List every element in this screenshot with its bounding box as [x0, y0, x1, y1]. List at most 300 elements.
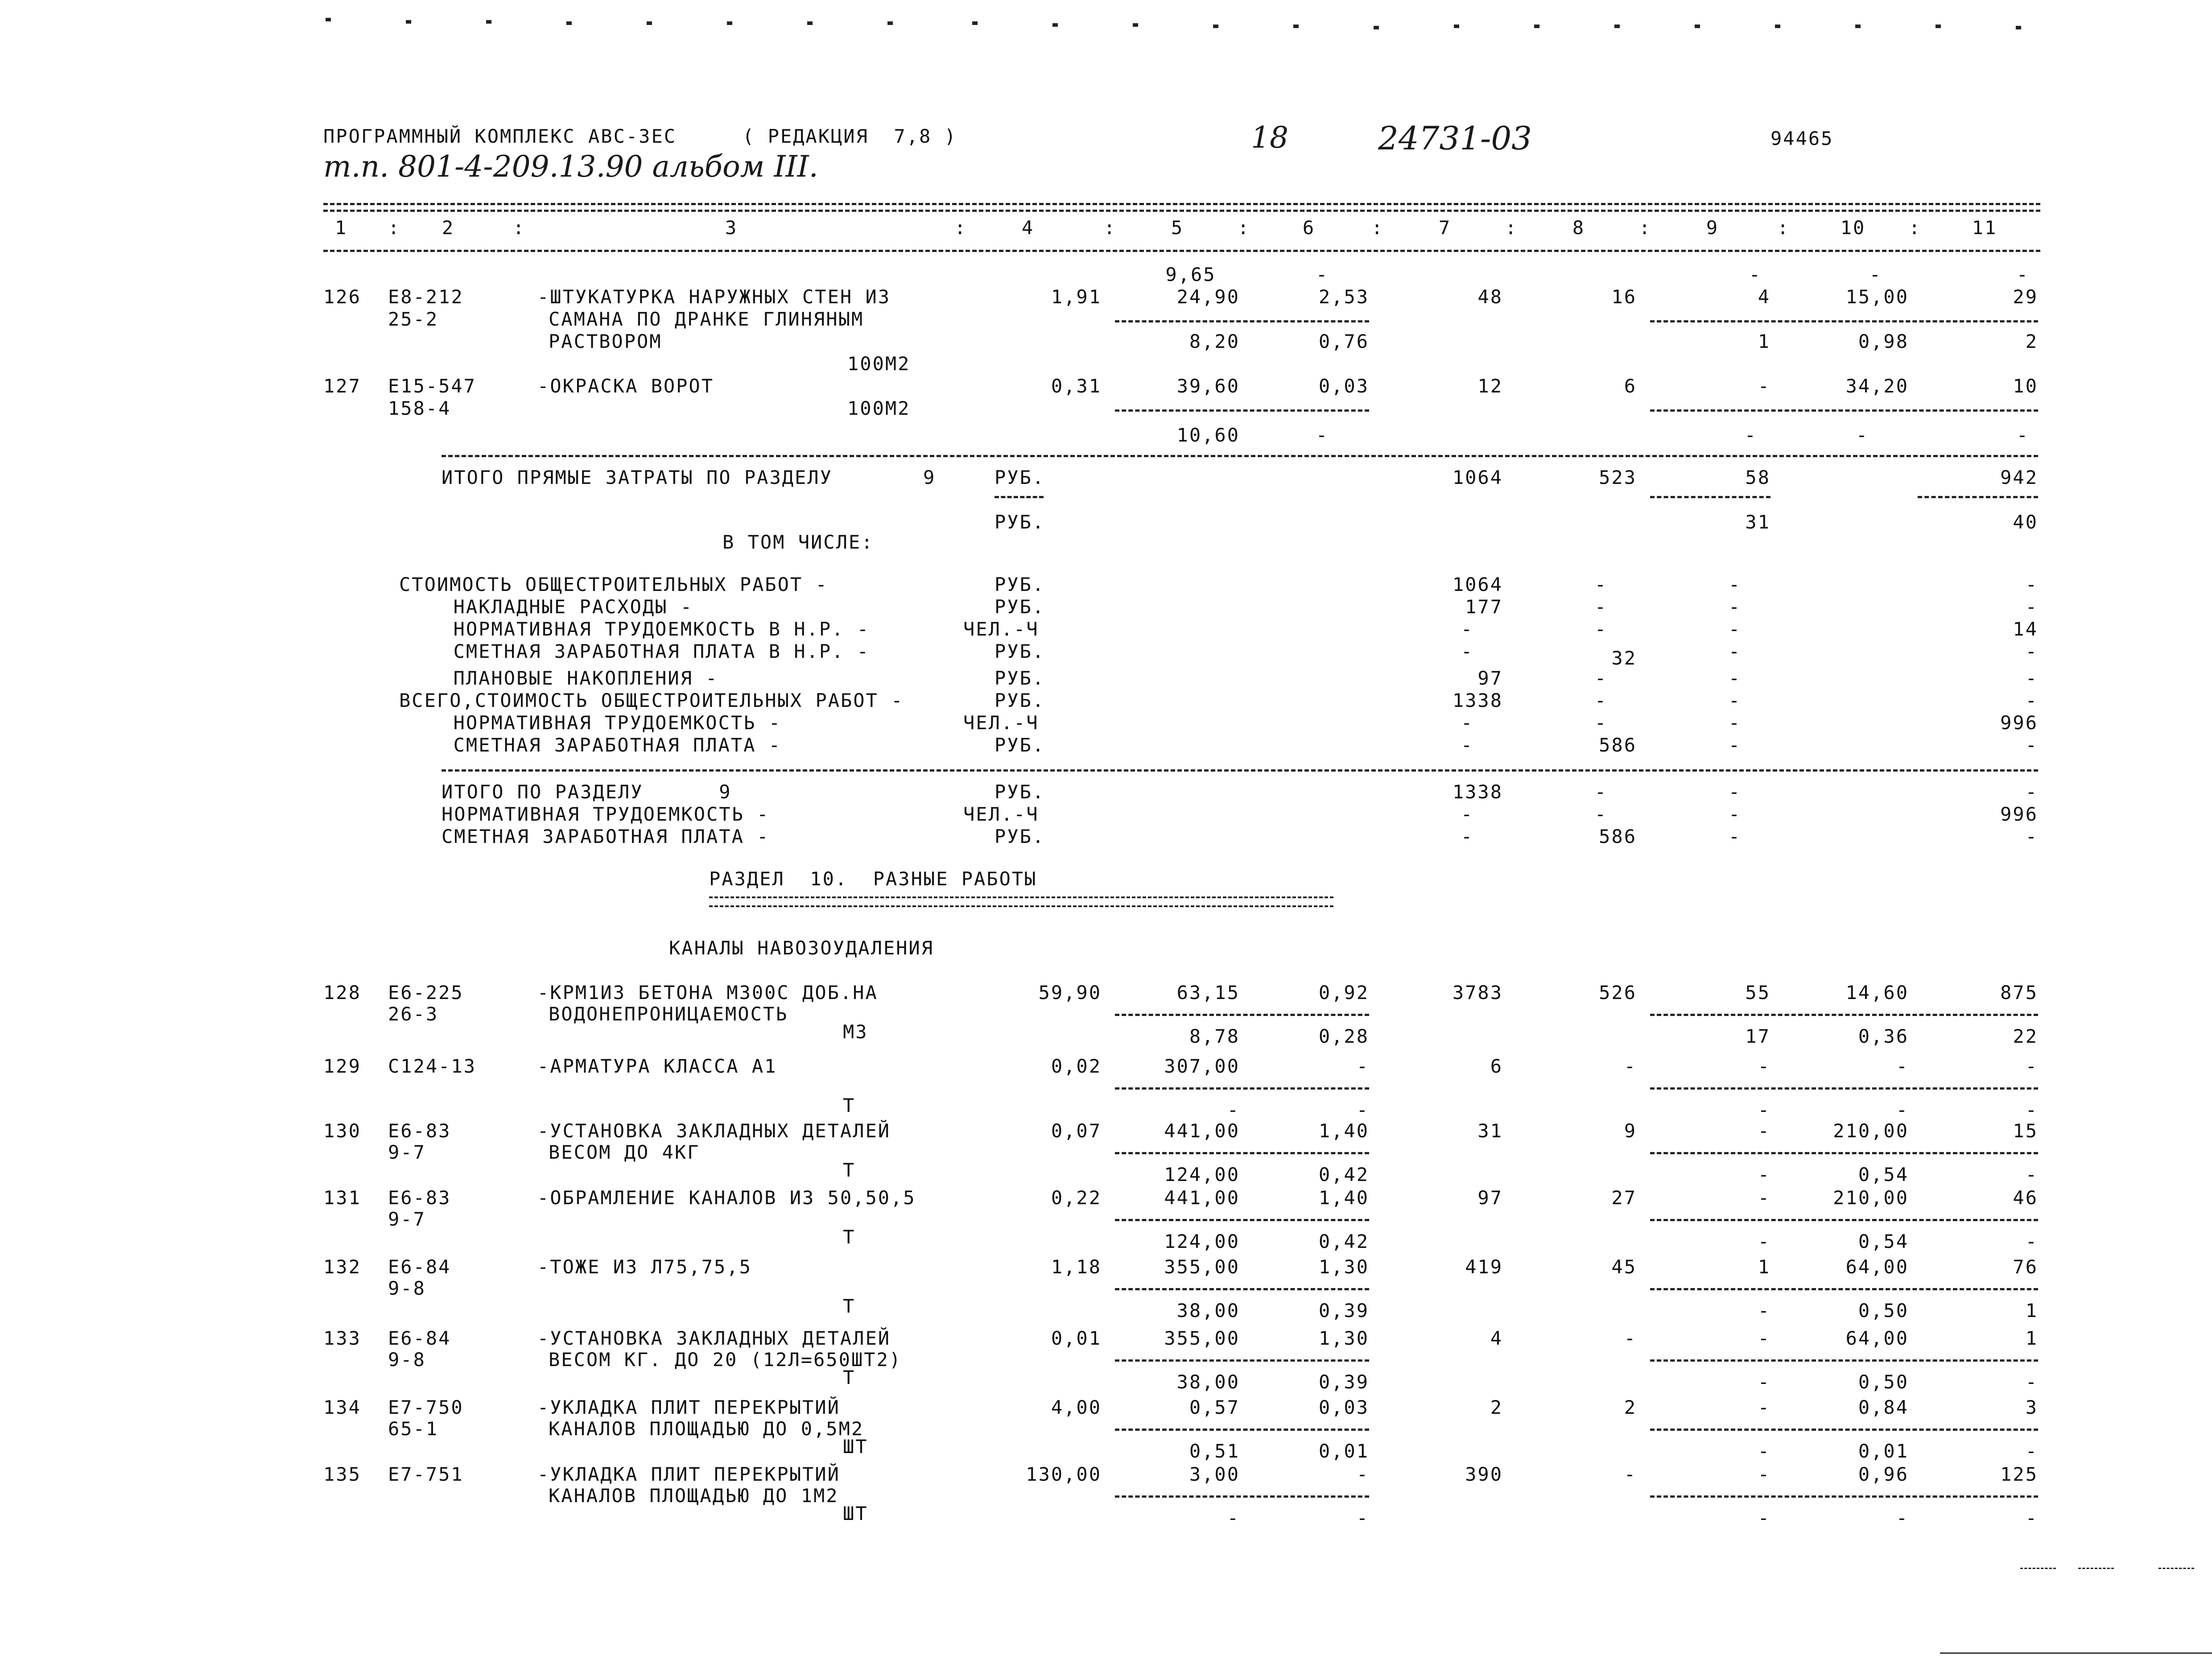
cell: 4	[1758, 286, 1770, 308]
cell: -	[2025, 781, 2038, 803]
summary-label: НОРМАТИВНАЯ ТРУДОЕМКОСТЬ -	[442, 803, 770, 825]
quantity: 0,07	[1051, 1120, 1102, 1142]
quantity: 0,02	[1051, 1055, 1102, 1077]
cell: -	[1728, 734, 1742, 756]
divider	[1650, 1288, 2038, 1290]
cell: 875	[2000, 982, 2038, 1004]
unit: Т	[843, 1226, 856, 1248]
work-description: -ТОЖЕ ИЗ Л75,75,5	[537, 1256, 752, 1278]
quantity: 0,31	[1051, 375, 1102, 397]
unit: ЧЕЛ.-Ч	[963, 803, 1039, 825]
divider	[1115, 409, 1369, 412]
work-description: ВЕСОМ КГ. ДО 20 (12Л=650ШТ2)	[549, 1349, 902, 1371]
cell: 996	[2000, 712, 2038, 734]
divider	[995, 496, 1044, 498]
breakdown-label: ПЛАНОВЫЕ НАКОПЛЕНИЯ -	[428, 667, 718, 689]
unit: ШТ	[843, 1436, 868, 1458]
row-number: 127	[323, 375, 361, 397]
cell: -	[2025, 1231, 2038, 1252]
rate-code: 26-3	[388, 1003, 439, 1025]
rate-code: 158-4	[388, 397, 451, 419]
including-label: В ТОМ ЧИСЛЕ:	[722, 531, 874, 553]
cell: -	[1758, 1327, 1770, 1349]
cell: -	[1896, 1099, 1909, 1121]
cell: -	[1356, 1507, 1369, 1529]
row-number: 132	[323, 1256, 361, 1278]
cell: 177	[1465, 596, 1503, 618]
cell: -	[1461, 803, 1474, 825]
column-number: 5	[1171, 217, 1184, 239]
cell: -	[1461, 734, 1474, 756]
cell: 0,96	[1858, 1463, 1909, 1485]
cell: 1064	[1452, 467, 1503, 488]
divider	[1650, 1359, 2038, 1362]
cell: -	[2025, 1055, 2038, 1077]
cell: 124,00	[1164, 1164, 1240, 1185]
rate-code: 9-8	[388, 1349, 426, 1371]
divider	[1650, 496, 1770, 498]
cell: -	[1758, 1055, 1770, 1077]
unit: РУБ.	[995, 467, 1045, 488]
cell: 1	[1758, 330, 1770, 352]
breakdown-label: ВСЕГО,СТОИМОСТЬ ОБЩЕСТРОИТЕЛЬНЫХ РАБОТ -	[399, 690, 904, 711]
rate-code: 65-1	[388, 1418, 439, 1440]
rate-code: 9-8	[388, 1277, 426, 1299]
unit: ЧЕЛ.-Ч	[963, 618, 1039, 640]
cell: -	[1316, 264, 1329, 285]
quantity: 130,00	[1026, 1463, 1102, 1485]
summary-label: ИТОГО ПО РАЗДЕЛУ 9	[442, 781, 732, 803]
cell: -	[1356, 1463, 1369, 1485]
cell: 2,53	[1318, 286, 1369, 308]
quantity: 1,91	[1051, 286, 1102, 308]
rate-code: Е15-547	[388, 375, 477, 397]
work-description: -УКЛАДКА ПЛИТ ПЕРЕКРЫТИЙ	[537, 1396, 840, 1418]
cell: 996	[2000, 803, 2038, 825]
cell: -	[1896, 1507, 1909, 1529]
row-number: 131	[323, 1187, 361, 1209]
divider	[323, 250, 2040, 252]
cell: 210,00	[1833, 1120, 1909, 1142]
rate-code: С124-13	[388, 1055, 477, 1077]
document-page: ПРОГРАММНЫЙ КОМПЛЕКС АВС-3ЕС ( РЕДАКЦИЯ 7,8 ) 18 24731-03 94465 т.п. 801-4-209.13.90 альбом III. 1 2 3 4 5 6 7 8 9 10 11 : : : : : : : : : : 9,65 - - - - 126 Е8-212 -ШТУКАТУРКА НАРУЖНЫХ СТЕН ИЗ 1,91 24,90 2,53 48 16 4 15,00 29 25-2 САМАНА ПО ДРАНКЕ ГЛИНЯНЫМ РАСТВОРОМ 8,20 0,76 1 0,98 2 100М2 127 Е15-547 -ОКРАСКА ВОРОТ 0,31 39,60 0,03 12 6 - 34,20 10 158-4 100М2 10,60 - - - - ИТОГО ПРЯМЫЕ ЗАТРАТЫ ПО РАЗДЕЛУ 9 РУБ. 1064 523 58 942 РУБ. 31 40 В ТОМ ЧИСЛЕ: СТОИМОСТЬ ОБЩЕСТРОИТЕЛЬНЫХ РАБОТ - РУБ. 1064 - - - НАКЛАДНЫЕ РАСХОДЫ - РУБ. 177 - - - НОРМАТИВНАЯ ТРУДОЕМКОСТЬ В Н.Р. - ЧЕЛ.-Ч - - - 14 СМЕТНАЯ ЗАРАБОТНАЯ ПЛАТА В Н.Р. - РУБ. - 32 - - ПЛАНОВЫЕ НАКОПЛЕНИЯ - РУБ. 97 - - - ВСЕГО,СТОИМОСТЬ ОБЩЕСТРОИТЕЛЬНЫХ РАБОТ - РУБ. 1338 - - - НОРМАТИВНАЯ ТРУДОЕМКОСТЬ - ЧЕЛ.-Ч - - - 996 СМЕТНАЯ ЗАРАБОТНАЯ ПЛАТА - РУБ. - 586 - - ИТОГО ПО РАЗДЕЛУ 9 РУБ. 1338 - - - НОРМАТИВНАЯ ТРУДОЕМКОСТЬ - ЧЕЛ.-Ч - - - 996 СМЕТНАЯ ЗАРАБОТНАЯ ПЛАТА - РУБ. - 586 - - РАЗДЕЛ 10. РАЗНЫЕ РАБОТЫ КАНАЛЫ НАВОЗОУДАЛЕНИЯ 128 Е6-225 -КРМ1ИЗ БЕТОНА М300С ДОБ.НА 59,90 63,15 0,92 3783 526 55 14,60 875 26-3 ВОДОНЕПРОНИЦАЕМОСТЬ М3 8,78 0,28 17 0,36 22 129 С124-13 -АРМАТУРА КЛАССА А1 0,02 307,00 - 6 - - - - Т - - - - - 130 Е6-83 -УСТАНОВКА ЗАКЛАДНЫХ ДЕТАЛЕЙ 0,07 441,00 1,40 31 9 - 210,00 15 9-7 ВЕСОМ ДО 4КГ Т 124,00 0,42 - 0,54 - 131 Е6-83 -ОБРАМЛЕНИЕ КАНАЛОВ ИЗ 50,50,5 0,22 441,00 1,40 97 27 - 210,00 46 9-7 Т 124,00 0,42 - 0,54 - 132 Е6-84 -ТОЖЕ ИЗ Л75,75,5 1,18 355,00 1,30 419 45 1 64,00 76 9-8 Т 38,00 0,39 - 0,50 1 133 Е6-84 -УСТАНОВКА ЗАКЛАДНЫХ ДЕТАЛЕЙ 0,01 355,00 1,30 4 - - 64,00 1 9-8 ВЕСОМ КГ. ДО 20 (12Л=650ШТ2) Т 38,00 0,39 - 0,50 - 134 Е7-750 -УКЛАДКА ПЛИТ ПЕРЕКРЫТИЙ 4,00 0,57 0,03 2 2 - 0,84 3 65-1 КАНАЛОВ ПЛОЩАДЬЮ ДО 0,5М2 ШТ 0,51 0,01 - 0,01 - 135 Е7-751 -УКЛАДКА ПЛИТ ПЕРЕКРЫТИЙ 130,00 3,00 - 390 - - 0,96 125 КАНАЛОВ ПЛОЩАДЬЮ ДО 1М2 ШТ - - - - -	[0, 0, 2212, 1656]
unit: Т	[843, 1159, 856, 1181]
work-description: -ОБРАМЛЕНИЕ КАНАЛОВ ИЗ 50,50,5	[537, 1187, 916, 1209]
divider	[1940, 1652, 2212, 1654]
cell: -	[1728, 690, 1742, 711]
cell: 0,01	[1858, 1440, 1909, 1462]
quantity: 0,22	[1051, 1187, 1102, 1209]
document-code: 94465	[1770, 128, 1834, 149]
unit: Т	[843, 1367, 856, 1388]
cell: 10	[2013, 375, 2038, 397]
row-number: 129	[323, 1055, 361, 1077]
cell: -	[1624, 1327, 1637, 1349]
cell: -	[1744, 424, 1757, 446]
cell: -	[1594, 596, 1608, 618]
cell: 0,36	[1858, 1025, 1909, 1047]
cell: 942	[2000, 467, 2038, 488]
total-label: ИТОГО ПРЯМЫЕ ЗАТРАТЫ ПО РАЗДЕЛУ	[442, 467, 833, 488]
cell: 390	[1465, 1463, 1503, 1485]
cell: -	[1728, 803, 1742, 825]
cell: 1,40	[1318, 1187, 1369, 1209]
cell: 441,00	[1164, 1187, 1240, 1209]
cell: -	[1758, 1371, 1770, 1393]
cell: 2	[2025, 330, 2038, 352]
cell: -	[2025, 574, 2038, 595]
cell: -	[1461, 618, 1474, 640]
cell: 9	[1624, 1120, 1637, 1142]
cell: -	[1758, 1120, 1770, 1142]
cell: 76	[2013, 1256, 2038, 1278]
breakdown-label: СМЕТНАЯ ЗАРАБОТНАЯ ПЛАТА В Н.Р. -	[428, 640, 870, 662]
divider	[1650, 1495, 2038, 1498]
cell: 1	[1758, 1256, 1770, 1278]
cell: -	[1356, 1099, 1369, 1121]
divider	[442, 455, 2038, 457]
cell: 3,00	[1189, 1463, 1240, 1485]
cell: 97	[1477, 667, 1503, 689]
cell: -	[2025, 826, 2038, 847]
breakdown-label: СМЕТНАЯ ЗАРАБОТНАЯ ПЛАТА -	[428, 734, 782, 756]
cell: 15,00	[1845, 286, 1909, 308]
work-description: -УСТАНОВКА ЗАКЛАДНЫХ ДЕТАЛЕЙ	[537, 1327, 891, 1349]
unit: РУБ.	[995, 690, 1045, 711]
cell: 48	[1477, 286, 1503, 308]
cell: -	[2025, 1099, 2038, 1121]
cell: 1338	[1452, 690, 1503, 711]
divider	[1115, 1359, 1369, 1362]
cell: -	[2025, 734, 2038, 756]
row-number: 126	[323, 286, 361, 308]
cell: 39,60	[1176, 375, 1240, 397]
cell: 9,65	[1165, 264, 1216, 285]
column-number: 3	[725, 217, 738, 239]
unit: РУБ.	[995, 511, 1045, 533]
cell: 1	[2025, 1300, 2038, 1321]
cell: -	[1728, 618, 1742, 640]
cell: 31	[1477, 1120, 1503, 1142]
summary-label: СМЕТНАЯ ЗАРАБОТНАЯ ПЛАТА -	[442, 826, 770, 847]
quantity: 1,18	[1051, 1256, 1102, 1278]
cell: -	[2025, 667, 2038, 689]
cell: 2	[1490, 1396, 1503, 1418]
cell: 3	[2025, 1396, 2038, 1418]
work-description: КАНАЛОВ ПЛОЩАДЬЮ ДО 0,5М2	[549, 1418, 864, 1440]
cell: -	[1758, 1440, 1770, 1462]
cell: -	[1594, 667, 1608, 689]
cell: 34,20	[1845, 375, 1909, 397]
rate-code: 25-2	[388, 308, 439, 330]
cell: 210,00	[1833, 1187, 1909, 1209]
breakdown-label: НОРМАТИВНАЯ ТРУДОЕМКОСТЬ -	[428, 712, 782, 734]
cell: -	[1728, 640, 1742, 662]
cell: 419	[1465, 1256, 1503, 1278]
cell: -	[1758, 1187, 1770, 1209]
cell: 1338	[1452, 781, 1503, 803]
edition-label: ( РЕДАКЦИЯ 7,8 )	[743, 125, 957, 147]
cell: -	[1594, 618, 1608, 640]
cell: 15	[2013, 1120, 2038, 1142]
cell: 10,60	[1176, 424, 1240, 446]
cell: 38,00	[1176, 1300, 1240, 1321]
divider	[1115, 1495, 1369, 1498]
divider	[2158, 1568, 2194, 1569]
cell: 0,39	[1318, 1300, 1369, 1321]
column-number: 4	[1021, 217, 1035, 239]
unit: 100М2	[847, 353, 911, 375]
cell: -	[1758, 1099, 1770, 1121]
column-number: 11	[1972, 217, 1997, 239]
unit: РУБ.	[995, 596, 1045, 618]
cell: 307,00	[1164, 1055, 1240, 1077]
cell: 586	[1599, 734, 1637, 756]
cell: 0,28	[1318, 1025, 1369, 1047]
cell: 0,39	[1318, 1371, 1369, 1393]
work-description: -УСТАНОВКА ЗАКЛАДНЫХ ДЕТАЛЕЙ	[537, 1120, 891, 1142]
cell: -	[1869, 264, 1882, 285]
cell: 31	[1745, 511, 1770, 533]
cell: -	[1356, 1055, 1369, 1077]
cell: 22	[2013, 1025, 2038, 1047]
unit: Т	[843, 1295, 856, 1317]
cell: -	[2025, 1371, 2038, 1393]
cell: -	[1461, 640, 1474, 662]
unit: М3	[843, 1021, 868, 1043]
divider	[1918, 496, 2038, 498]
divider	[1115, 1219, 1369, 1221]
cell: 46	[2013, 1187, 2038, 1209]
cell: 4	[1490, 1327, 1503, 1349]
cell: -	[2025, 1507, 2038, 1529]
divider	[1650, 1087, 2038, 1090]
quantity: 0,01	[1051, 1327, 1102, 1349]
rate-code: Е6-83	[388, 1187, 451, 1209]
section-title: РАЗДЕЛ 10. РАЗНЫЕ РАБОТЫ	[709, 868, 1037, 890]
row-number: 133	[323, 1327, 361, 1349]
divider	[1650, 1429, 2038, 1431]
cell: 1,30	[1318, 1256, 1369, 1278]
cell: -	[2025, 596, 2038, 618]
cell: 14	[2013, 618, 2038, 640]
cell: -	[1728, 574, 1742, 595]
cell: 8,78	[1189, 1025, 1240, 1047]
divider	[323, 210, 2040, 212]
unit: ШТ	[843, 1503, 868, 1524]
cell: 355,00	[1164, 1327, 1240, 1349]
rate-code: 9-7	[388, 1141, 426, 1163]
cell: -	[2025, 1440, 2038, 1462]
work-description: -ОКРАСКА ВОРОТ	[537, 375, 714, 397]
divider	[1115, 1087, 1369, 1090]
divider	[1115, 1152, 1369, 1154]
divider	[1115, 1429, 1369, 1431]
cell: -	[1624, 1055, 1637, 1077]
cell: 441,00	[1164, 1120, 1240, 1142]
rate-code: Е7-751	[388, 1463, 464, 1485]
cell: -	[2025, 690, 2038, 711]
cell: -	[1227, 1099, 1240, 1121]
work-description: ВЕСОМ ДО 4КГ	[549, 1141, 700, 1163]
cell: 63,15	[1176, 982, 1240, 1004]
rate-code: 9-7	[388, 1208, 426, 1230]
cell: -	[1227, 1507, 1240, 1529]
breakdown-label: НАКЛАДНЫЕ РАСХОДЫ -	[428, 596, 693, 618]
cell: -	[1758, 1396, 1770, 1418]
cell: 0,98	[1858, 330, 1909, 352]
divider	[1115, 1014, 1369, 1016]
cell: 0,57	[1189, 1396, 1240, 1418]
cell: -	[1758, 375, 1770, 397]
unit: РУБ.	[995, 734, 1045, 756]
work-description: САМАНА ПО ДРАНКЕ ГЛИНЯНЫМ	[549, 308, 864, 330]
cell: -	[1758, 1164, 1770, 1185]
cell: -	[1728, 596, 1742, 618]
rate-code: Е6-84	[388, 1256, 451, 1278]
cell: 64,00	[1845, 1256, 1909, 1278]
cell: 6	[1624, 375, 1637, 397]
cell: -	[1749, 264, 1762, 285]
cell: -	[1461, 826, 1474, 847]
work-description: РАСТВОРОМ	[549, 330, 662, 352]
cell: -	[1594, 690, 1608, 711]
cell: -	[1461, 712, 1474, 734]
cell: 125	[2000, 1463, 2038, 1485]
cell: 1,40	[1318, 1120, 1369, 1142]
cell: 0,84	[1858, 1396, 1909, 1418]
cell: 0,51	[1189, 1440, 1240, 1462]
cell: -	[1758, 1507, 1770, 1529]
cell: -	[2016, 424, 2029, 446]
cell: 12	[1477, 375, 1503, 397]
cell: 0,03	[1318, 375, 1369, 397]
cell: 0,76	[1318, 330, 1369, 352]
row-number: 134	[323, 1396, 361, 1418]
divider	[2078, 1568, 2114, 1569]
cell: 1064	[1452, 574, 1503, 595]
work-description: -АРМАТУРА КЛАССА А1	[537, 1055, 777, 1077]
breakdown-label: НОРМАТИВНАЯ ТРУДОЕМКОСТЬ В Н.Р. -	[428, 618, 870, 640]
cell: -	[1594, 574, 1608, 595]
cell: -	[1896, 1055, 1909, 1077]
cell: 526	[1599, 982, 1637, 1004]
cell: 1	[2025, 1327, 2038, 1349]
row-number: 130	[323, 1120, 361, 1142]
column-number: 2	[442, 217, 455, 239]
cell: 0,03	[1318, 1396, 1369, 1418]
column-number: 7	[1438, 217, 1452, 239]
column-number: 9	[1706, 217, 1719, 239]
section-underline	[709, 896, 1333, 907]
cell: 38,00	[1176, 1371, 1240, 1393]
unit: РУБ.	[995, 781, 1045, 803]
cell: 14,60	[1845, 982, 1909, 1004]
cell: 0,54	[1858, 1164, 1909, 1185]
cell: -	[2016, 264, 2029, 285]
cell: 523	[1599, 467, 1637, 488]
cell: -	[1728, 781, 1742, 803]
divider	[1115, 320, 1369, 322]
cell: 0,42	[1318, 1231, 1369, 1252]
subsection-title: КАНАЛЫ НАВОЗОУДАЛЕНИЯ	[669, 937, 934, 959]
row-number: 128	[323, 982, 361, 1004]
cell: 3783	[1452, 982, 1503, 1004]
quantity: 4,00	[1051, 1396, 1102, 1418]
cell: -	[2025, 1164, 2038, 1185]
cell: 16	[1611, 286, 1637, 308]
column-number: 8	[1572, 217, 1585, 239]
cell: 0,42	[1318, 1164, 1369, 1185]
quantity: 59,90	[1038, 982, 1102, 1004]
divider	[1650, 1219, 2038, 1221]
cell: -	[1594, 781, 1608, 803]
cell: 0,54	[1858, 1231, 1909, 1252]
cell: -	[1594, 712, 1608, 734]
column-number: 1	[334, 217, 348, 239]
cell: -	[1758, 1231, 1770, 1252]
divider	[1650, 409, 2038, 412]
cell: -	[1758, 1463, 1770, 1485]
unit: РУБ.	[995, 826, 1045, 847]
cell: 6	[1490, 1055, 1503, 1077]
cell: 0,50	[1858, 1371, 1909, 1393]
cell: 32	[1611, 647, 1637, 669]
cell: 8,20	[1189, 330, 1240, 352]
divider	[1115, 1288, 1369, 1290]
cell: 97	[1477, 1187, 1503, 1209]
unit: РУБ.	[995, 640, 1045, 662]
cell: -	[1624, 1463, 1637, 1485]
work-description: -КРМ1ИЗ БЕТОНА М300С ДОБ.НА	[537, 982, 878, 1004]
rate-code: Е6-83	[388, 1120, 451, 1142]
cell: 0,01	[1318, 1440, 1369, 1462]
cell: -	[1856, 424, 1869, 446]
column-number: 10	[1840, 217, 1866, 239]
program-name: ПРОГРАММНЫЙ КОМПЛЕКС АВС-3ЕС	[323, 125, 677, 147]
column-number: 6	[1302, 217, 1316, 239]
cell: -	[1728, 667, 1742, 689]
cell: 40	[2013, 511, 2038, 533]
cell: 24,90	[1176, 286, 1240, 308]
cell: 355,00	[1164, 1256, 1240, 1278]
cell: -	[2025, 640, 2038, 662]
cell: 2	[1624, 1396, 1637, 1418]
unit: 100М2	[847, 397, 911, 419]
cell: 0,50	[1858, 1300, 1909, 1321]
cell: -	[1728, 712, 1742, 734]
cell: 586	[1599, 826, 1637, 847]
divider	[1650, 1014, 2038, 1016]
section-number: 9	[923, 467, 936, 488]
cell: 45	[1611, 1256, 1637, 1278]
work-description: КАНАЛОВ ПЛОЩАДЬЮ ДО 1М2	[549, 1485, 839, 1507]
work-description: -ШТУКАТУРКА НАРУЖНЫХ СТЕН ИЗ	[537, 286, 891, 308]
unit: Т	[843, 1094, 856, 1116]
cell: 27	[1611, 1187, 1637, 1209]
unit: ЧЕЛ.-Ч	[963, 712, 1039, 734]
cell: 0,92	[1318, 982, 1369, 1004]
cell: 55	[1745, 982, 1770, 1004]
cell: 17	[1745, 1025, 1770, 1047]
cell: -	[1594, 803, 1608, 825]
rate-code: Е6-225	[388, 982, 464, 1004]
breakdown-label: СТОИМОСТЬ ОБЩЕСТРОИТЕЛЬНЫХ РАБОТ -	[399, 574, 828, 595]
cell: 1,30	[1318, 1327, 1369, 1349]
work-description: ВОДОНЕПРОНИЦАЕМОСТЬ	[549, 1003, 788, 1025]
unit: РУБ.	[995, 574, 1045, 595]
cell: -	[1758, 1300, 1770, 1321]
